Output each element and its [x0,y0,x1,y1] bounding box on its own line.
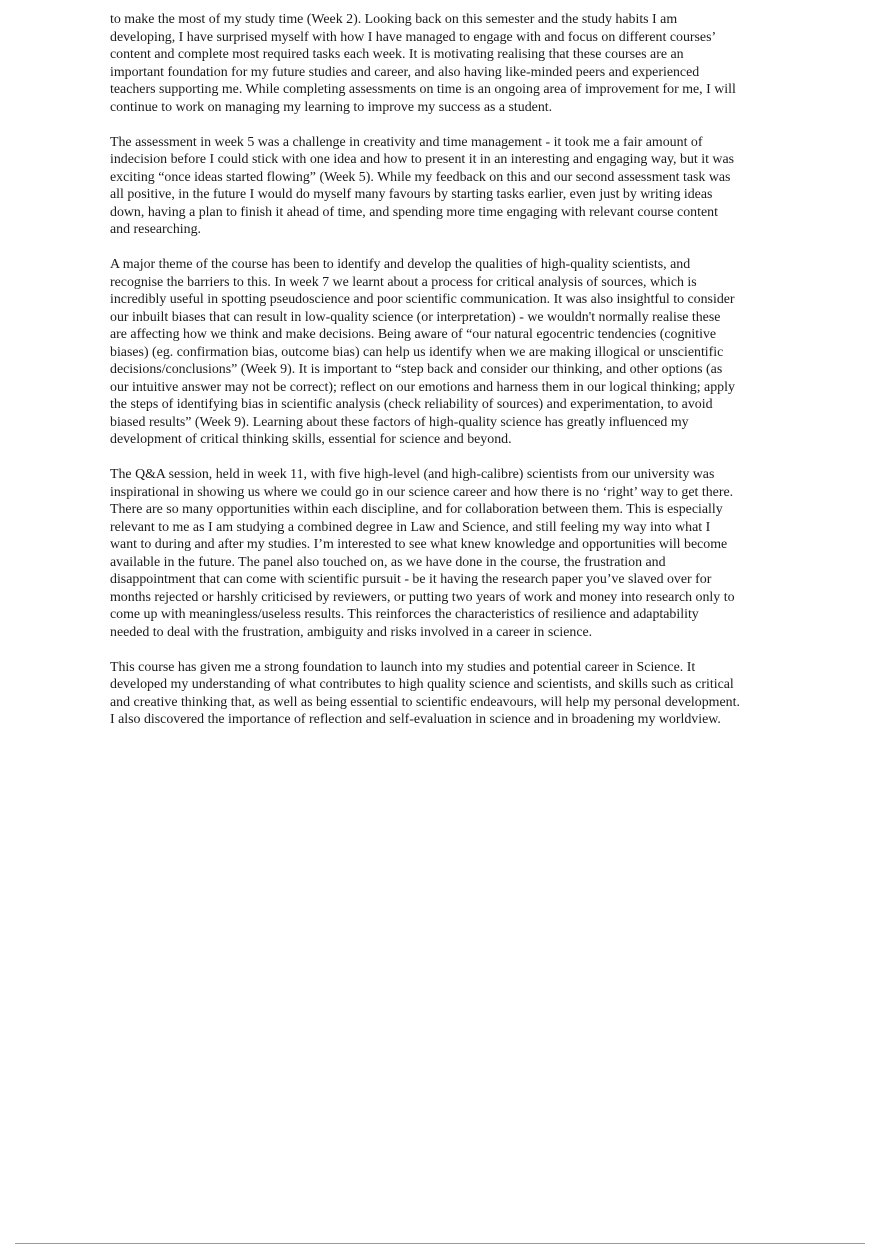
paragraph-high-quality-scientists: A major theme of the course has been to identify and develop the qualities of high-quality scientists, and recognise the barriers to this. In week 7 we learnt about a process for critical analysis of sources, which is incredibly useful in spotting pseudoscience and poor scientific communication. It was also insightful to consider our inbuilt biases that can result in low-quality science (or interpretation) - we wouldn't normally realise these are affecting how we think and make decisions. Being aware of “our natural egocentric tendencies (cognitive biases) (eg. confirmation bias, outcome bias) can help us identify when we are making illogical or unscientific decisions/conclusions” (Week 9). It is important to “step back and consider our thinking, and other options (as our intuitive answer may not be correct); reflect on our emotions and harness them in our logical thinking; apply the steps of identifying bias in scientific analysis (check reliability of sources) and experimentation, to avoid biased results” (Week 9). Learning about these factors of high-quality science has greatly influenced my development of critical thinking skills, essential for science and beyond. [110,257,735,447]
document-page [110,11,740,746]
paragraph-qa-session: The Q&A session, held in week 11, with five high-level (and high-calibre) scientists from our university was inspirational in showing us where we could go in our science career and how there is no ‘right’ way to get there. There are so many opportunities within each discipline, and for collaboration between them. This is especially relevant to me as I am studying a combined degree in Law and Science, and still feeling my way into what I want to during and after my studies. I’m interested to see what knew knowledge and opportunities will become available in the future. The panel also touched on, as we have done in the course, the frustration and disappointment that can come with scientific pursuit - be it having the research paper you’ve slaved over for months rejected or harshly criticised by reviewers, or putting two years of work and money into research only to come up with meaningless/useless results. This reinforces the characteristics of resilience and adaptability needed to deal with the frustration, ambiguity and risks involved in a career in science. [110,467,735,640]
paragraph-study-habits: to make the most of my study time (Week 2). Looking back on this semester and the study habits I am developing, I have surprised myself with how I have managed to engage with and focus on different courses’ content and complete most required tasks each week. It is motivating realising that these courses are an important foundation for my future studies and career, and also having like-minded peers and experienced teachers supporting me. While completing assessments on time is an ongoing area of improvement for me, I will continue to work on managing my learning to improve my success as a student. [110,12,736,115]
paragraph-conclusion: This course has given me a strong foundation to launch into my studies and potential career in Science. It developed my understanding of what contributes to high quality science and scientists, and skills such as critical and creative thinking that, as well as being essential to scientific endeavours, will help my personal development. I also discovered the importance of reflection and self-evaluation in science and in broadening my worldview. [110,659,740,727]
paragraph-assessment-week-5: The assessment in week 5 was a challenge in creativity and time management - it took me a fair amount of indecision before I could stick with one idea and how to present it in an interesting and engaging way, but it was exciting “once ideas started flowing” (Week 5). While my feedback on this and our second assessment task was all positive, in the future I would do myself many favours by starting tasks earlier, even just by writing ideas down, having a plan to finish it ahead of time, and spending more time engaging with relevant course content and researching. [110,134,735,237]
page-bottom-divider [15,1243,865,1244]
